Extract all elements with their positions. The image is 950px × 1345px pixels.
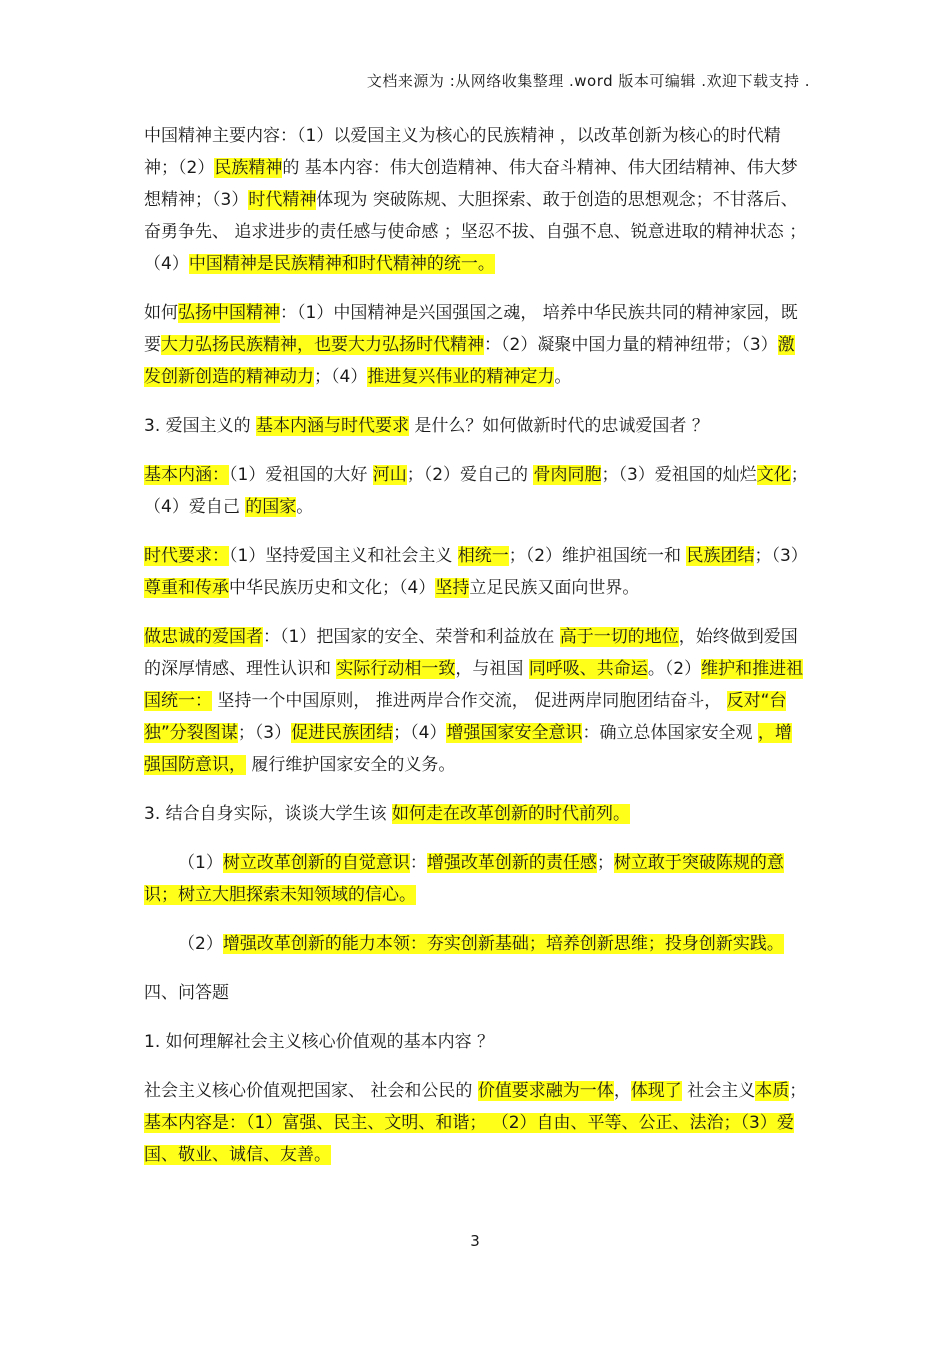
text-segment: 社会主义核心价值观把国家、 社会和公民的 xyxy=(144,1081,478,1101)
text-segment: 四、问答题 xyxy=(144,983,229,1003)
text-segment: 3. 爱国主义的 xyxy=(144,416,257,436)
text-segment: 。（2） xyxy=(647,659,702,679)
document-body xyxy=(144,120,808,1188)
text-segment: ；（3） xyxy=(237,723,292,743)
text-segment: ：确立总体国家安全观 xyxy=(582,723,758,743)
highlighted-text: 增强改革创新的能力本领：夯实创新基础；培养创新思维；投身创新实践。 xyxy=(222,934,784,954)
highlighted-text: 弘扬中国精神 xyxy=(178,303,280,323)
paragraph-core-values-answer xyxy=(144,1075,808,1171)
highlighted-text: ，增强国防意识， xyxy=(144,723,792,775)
text-segment: 。 xyxy=(296,497,314,517)
highlighted-text: 实际行动相一致 xyxy=(336,659,456,679)
text-segment: 履行维护国家安全的义务。 xyxy=(246,755,456,775)
highlighted-text: 树立敢于突破陈规的意识；树立大胆探索未知领域的信心。 xyxy=(144,853,784,905)
highlighted-text: 树立改革创新的自觉意识 xyxy=(222,853,410,873)
text-segment: ；（2）爱自己的 xyxy=(406,465,534,485)
highlighted-text: 骨肉同胞 xyxy=(533,465,602,485)
text-segment: 。 xyxy=(554,367,572,387)
text-segment: ；（3） xyxy=(754,546,808,566)
paragraph-spirit-content xyxy=(144,120,808,280)
text-segment: （1）爱祖国的大好 xyxy=(229,465,373,485)
text-segment: ；（2）维护祖国统一和 xyxy=(508,546,687,566)
text-segment: （1） xyxy=(178,853,223,873)
text-segment: ； xyxy=(596,853,614,873)
highlighted-text: 促进民族团结 xyxy=(291,723,394,743)
text-segment: ： xyxy=(409,853,427,873)
highlighted-text: 河山 xyxy=(372,465,407,485)
text-segment: ：（2）凝聚中国力量的精神纽带；（3） xyxy=(484,335,778,355)
highlighted-text: 基本内涵与时代要求 xyxy=(256,416,410,436)
text-segment: 体现为 突破陈规、大胆探索、敢于创造的思想观念；不甘落后、奋勇争先、 追求进步的责任感与使命感 ；坚忍不拔、自强不息、锐意进取的精神状态 ；（4） xyxy=(144,190,807,274)
highlighted-text: 增强国家安全意识 xyxy=(446,723,583,743)
highlighted-text: 坚持 xyxy=(435,578,470,598)
paragraph-question-students xyxy=(144,798,808,830)
text-segment: ，与祖国 xyxy=(455,659,529,679)
text-segment: （2） xyxy=(178,934,223,954)
highlighted-text: 尊重和传承 xyxy=(144,578,229,598)
page-number: 3 xyxy=(470,1232,480,1250)
text-segment: 的 基本内容：伟大创造精神、伟大奋斗精神、伟大团结精神、伟大梦想精神；（3） xyxy=(144,158,798,210)
highlighted-text: 基本内涵： xyxy=(144,465,229,485)
text-segment: 坚持一个中国原则， 推进两岸合作交流， 促进两岸同胞团结奋斗， xyxy=(212,691,727,711)
text-segment: ；（3）爱祖国的灿烂 xyxy=(601,465,757,485)
text-segment: 是什么？如何做新时代的忠诚爱国者 ？ xyxy=(409,416,709,436)
paragraph-question-patriotism xyxy=(144,410,808,442)
text-segment: 如何 xyxy=(144,303,178,323)
highlighted-text: 增强改革创新的责任感 xyxy=(426,853,597,873)
highlighted-text: 基本内容是：（1）富强、民主、文明、和谐； （2）自由、平等、公正、法治；（3）爱国、敬业、诚信、友善。 xyxy=(144,1113,794,1165)
text-segment: ；（4）爱自己 xyxy=(144,465,808,517)
text-segment: ， xyxy=(613,1081,631,1101)
text-segment: ，始终做到爱国的深厚情感、理性认识和 xyxy=(144,627,798,679)
paragraph-era-requirements xyxy=(144,540,808,604)
highlighted-text: 本质 xyxy=(755,1081,790,1101)
text-segment: 社会主义 xyxy=(681,1081,756,1101)
text-segment: （1）坚持爱国主义和社会主义 xyxy=(229,546,458,566)
text-segment: ：（1）把国家的安全、荣誉和利益放在 xyxy=(263,627,560,647)
highlighted-text: 民族团结 xyxy=(686,546,755,566)
highlighted-text: 同呼吸、共命运 xyxy=(528,659,648,679)
paragraph-promote-spirit xyxy=(144,297,808,393)
text-segment: ；（4） xyxy=(314,367,368,387)
highlighted-text: 中国精神是民族精神和时代精神的统一。 xyxy=(188,254,495,274)
highlighted-text: 如何走在改革创新的时代前列。 xyxy=(392,804,631,824)
text-segment: 立足民族又面向世界。 xyxy=(469,578,640,598)
paragraph-section-four xyxy=(144,977,808,1009)
text-segment: ：（1）中国精神是兴国强国之魂， 培养中华民族共同的精神家园，既要 xyxy=(144,303,798,355)
paragraph-basic-meaning xyxy=(144,459,808,523)
text-segment: 1. 如何理解社会主义核心价值观的基本内容 ？ xyxy=(144,1032,495,1052)
highlighted-text: 价值要求融为一体 xyxy=(477,1081,614,1101)
paragraph-student-point-1 xyxy=(144,847,808,911)
highlighted-text: 激发创新创造的精神动力 xyxy=(144,335,795,387)
highlighted-text: 体现了 xyxy=(630,1081,682,1101)
paragraph-loyal-patriot xyxy=(144,621,808,781)
highlighted-text: 时代要求： xyxy=(144,546,229,566)
highlighted-text: 反对“台独”分裂图谋 xyxy=(144,691,787,743)
text-segment: ；（4） xyxy=(393,723,447,743)
page-header: 文档来源为 :从网络收集整理 .word 版本可编辑 .欢迎下载支持 . xyxy=(366,72,810,90)
highlighted-text: 的国家 xyxy=(245,497,297,517)
paragraph-student-point-2 xyxy=(144,928,808,960)
text-segment: 中国精神主要内容：（1）以爱国主义为核心的民族精神 ，以改革创新为核心的时代精神；（2） xyxy=(144,126,781,178)
highlighted-text: 高于一切的地位 xyxy=(559,627,679,647)
highlighted-text: 相统一 xyxy=(457,546,509,566)
text-segment: 3. 结合自身实际，谈谈大学生该 xyxy=(144,804,393,824)
text-segment: 中华民族历史和文化；（4） xyxy=(229,578,436,598)
text-segment: ； xyxy=(789,1081,807,1101)
highlighted-text: 推进复兴伟业的精神定力 xyxy=(367,367,555,387)
highlighted-text: 大力弘扬民族精神，也要大力弘扬时代精神 xyxy=(161,335,484,355)
highlighted-text: 做忠诚的爱国者 xyxy=(144,627,263,647)
highlighted-text: 民族精神 xyxy=(214,158,283,178)
paragraph-question-core-values xyxy=(144,1026,808,1058)
highlighted-text: 维护和推进祖国统一： xyxy=(144,659,804,711)
highlighted-text: 文化 xyxy=(756,465,791,485)
highlighted-text: 时代精神 xyxy=(248,190,317,210)
